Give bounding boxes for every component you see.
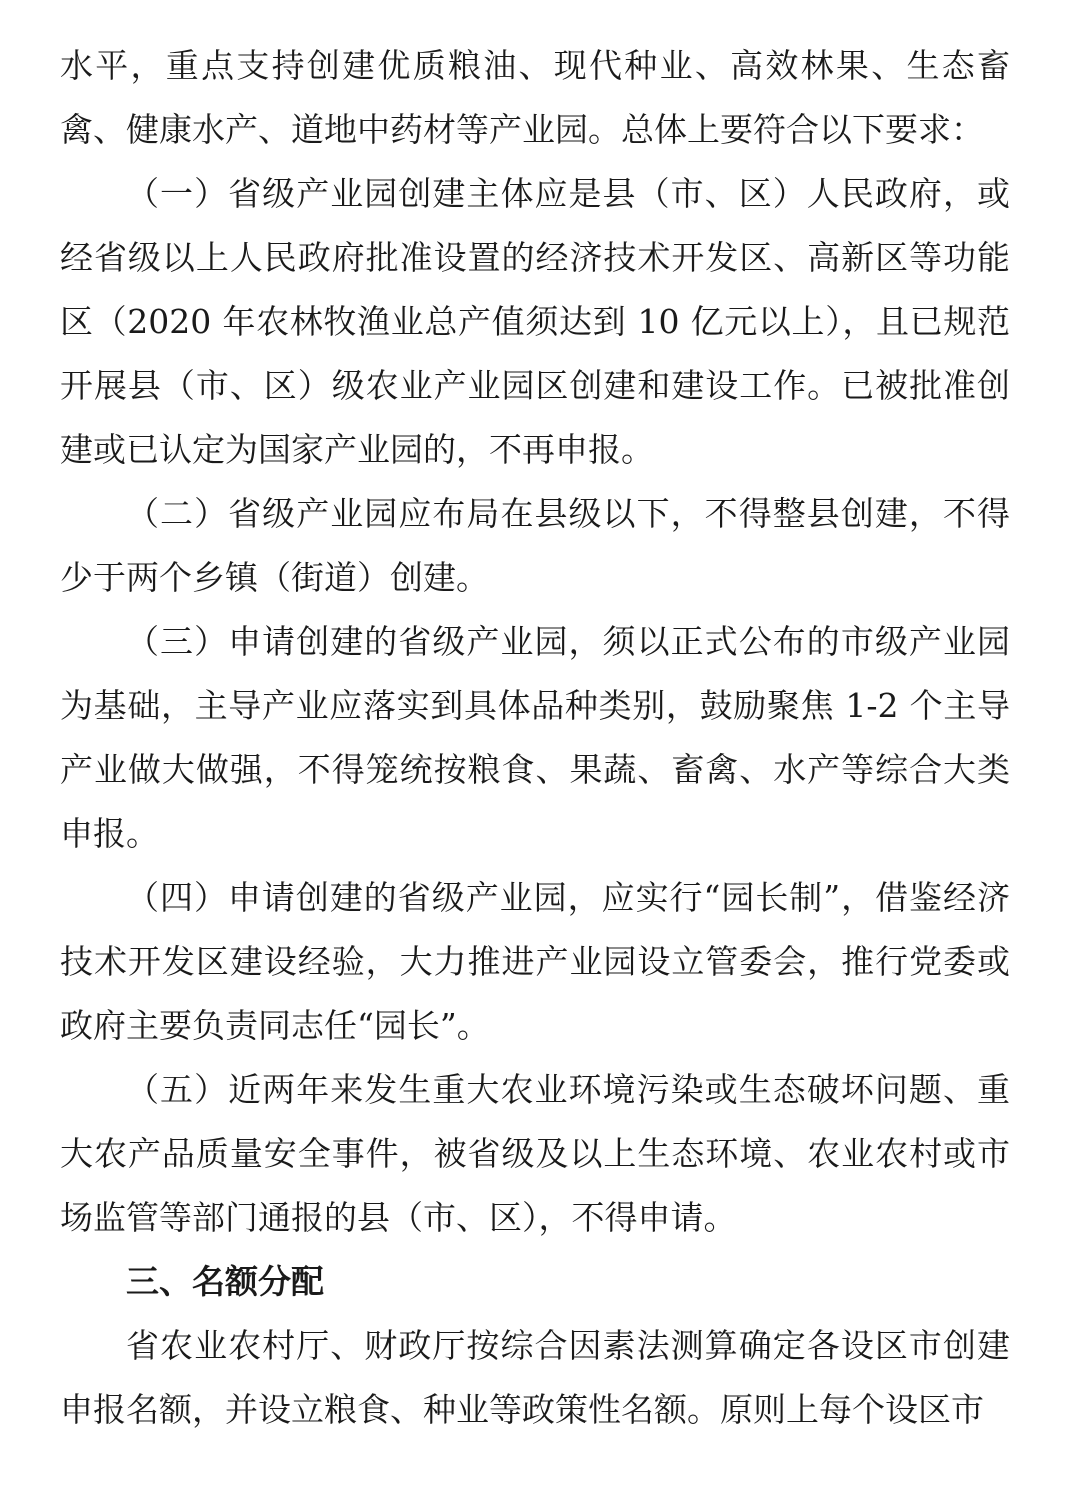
requirement-5: （五）近两年来发生重大农业环境污染或生态破坏问题、重大农产品质量安全事件，被省级及以上生态环境、农业农村或市场监管等部门通报的县（市、区），不得申请。 <box>60 1070 1010 1237</box>
section-heading: 三、名额分配 <box>126 1262 324 1301</box>
requirement-1: （一）省级产业园创建主体应是县（市、区）人民政府，或经省级以上人民政府批准设置的经济技术开发区、高新区等功能区（2020 年农林牧渔业总产值须达到 10 亿元以上），且已规范开展县（市、区）级农业产业园区创建和建设工作。已被批准创建或已认定为国家产业园的，不再申报。 <box>60 174 1010 469</box>
document-page <box>60 34 1010 1442</box>
paragraph-continuation: 水平，重点支持创建优质粮油、现代种业、高效林果、生态畜禽、健康水产、道地中药材等产业园。总体上要符合以下要求： <box>60 46 1010 149</box>
closing-paragraph: 省农业农村厅、财政厅按综合因素法测算确定各设区市创建申报名额，并设立粮食、种业等政策性名额。原则上每个设区市 <box>60 1326 1010 1429</box>
requirement-3: （三）申请创建的省级产业园，须以正式公布的市级产业园为基础，主导产业应落实到具体品种类别，鼓励聚焦 1-2 个主导产业做大做强，不得笼统按粮食、果蔬、畜禽、水产等综合大类申报。 <box>60 622 1010 853</box>
requirement-4: （四）申请创建的省级产业园，应实行“园长制”，借鉴经济技术开发区建设经验，大力推进产业园设立管委会，推行党委或政府主要负责同志任“园长”。 <box>60 878 1010 1045</box>
requirement-2: （二）省级产业园应布局在县级以下，不得整县创建，不得少于两个乡镇（街道）创建。 <box>60 494 1010 597</box>
